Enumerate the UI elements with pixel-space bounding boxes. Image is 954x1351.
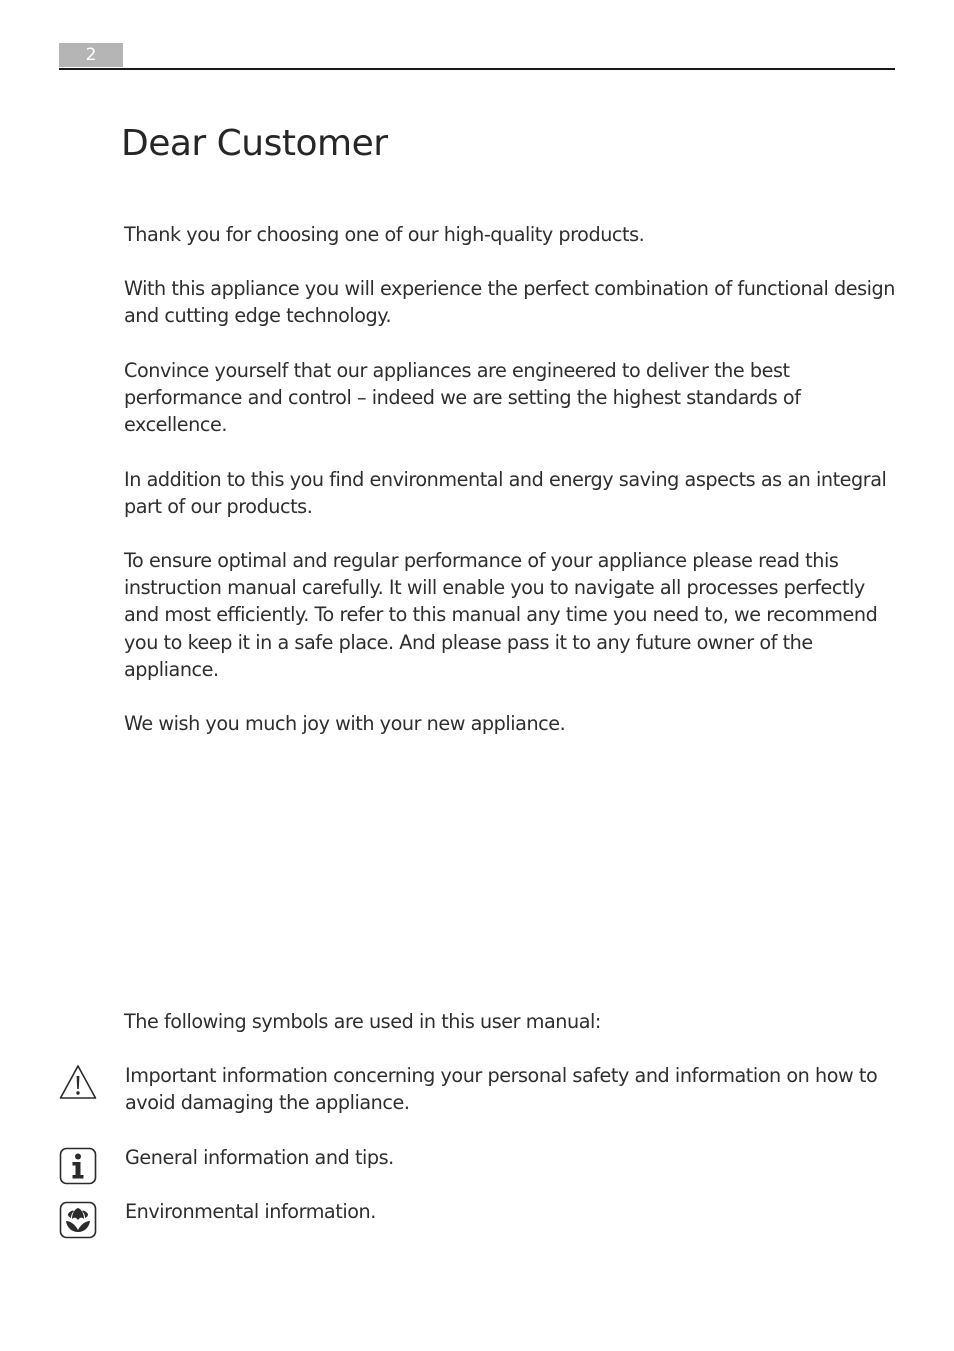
environment-icon — [58, 1200, 98, 1240]
symbol-info-text: General information and tips. — [125, 1146, 394, 1169]
symbols-intro: The following symbols are used in this user manual: — [124, 1010, 601, 1033]
page-title: Dear Customer — [121, 123, 388, 164]
info-icon — [58, 1146, 98, 1186]
paragraph-combination: With this appliance you will experience the perfect combination of functional design and cutting edge technology. — [124, 277, 895, 328]
warning-triangle-icon — [58, 1063, 98, 1103]
symbol-environment-text: Environmental information. — [125, 1200, 376, 1223]
page-number: 2 — [59, 43, 123, 67]
paragraph-environment: In addition to this you find environmental and energy saving aspects as an integral part of our products. — [124, 468, 887, 519]
symbol-safety-text: Important information concerning your personal safety and information on how to avoid damaging the appliance. — [125, 1064, 878, 1115]
header-divider — [59, 68, 895, 70]
paragraph-thank-you: Thank you for choosing one of our high-quality products. — [124, 223, 645, 246]
paragraph-convince: Convince yourself that our appliances are engineered to deliver the best performance and control – indeed we are setting the highest standards of excellence. — [124, 359, 801, 437]
paragraph-read-manual: To ensure optimal and regular performance of your appliance please read this instruction manual carefully. It will enable you to navigate all processes perfectly and most efficiently. To refer to this manual any time you need to, we recommend you to keep it in a safe place. And please pass it to any future owner of the appliance. — [124, 549, 878, 681]
paragraph-wish-joy: We wish you much joy with your new appliance. — [124, 712, 566, 735]
